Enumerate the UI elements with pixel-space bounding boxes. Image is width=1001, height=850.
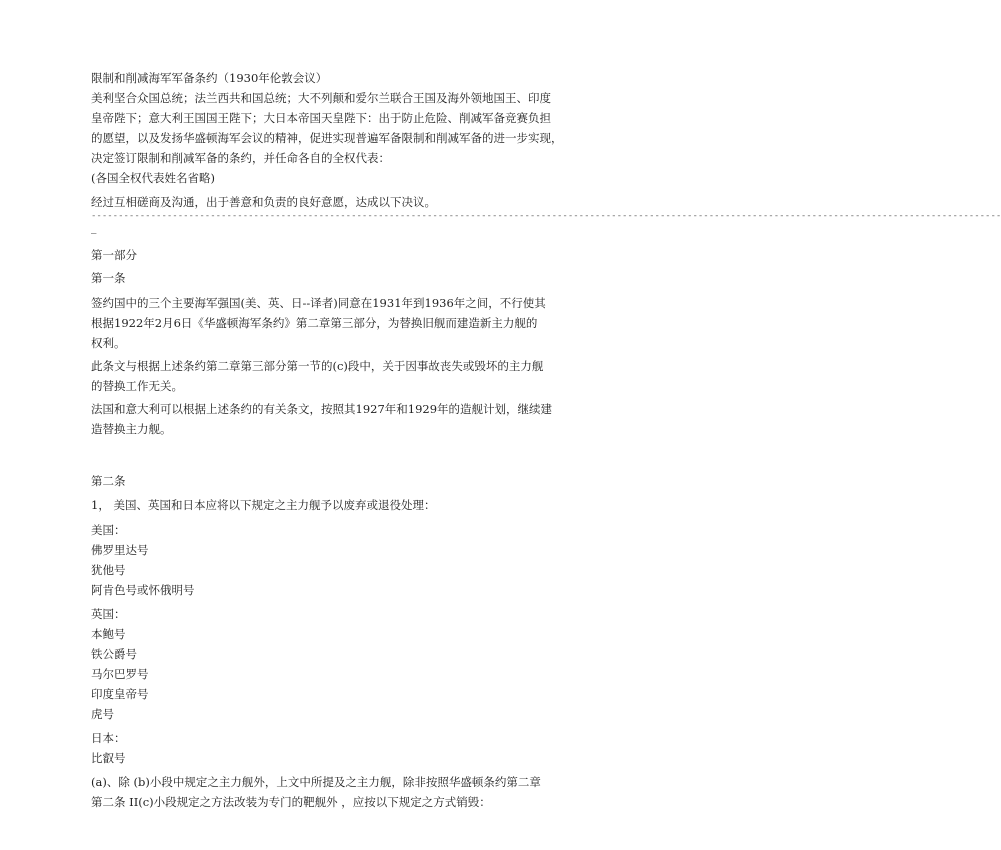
- article1-p1-line-1: 签约国中的三个主要海军强国(美、英、日--译者)同意在1931年到1936年之间，不行使其: [91, 296, 546, 310]
- uk-label: 英国：: [91, 607, 126, 621]
- article1-p3-line-2: 造替换主力舰。: [91, 422, 172, 436]
- separator-line: ------------------------------------------------------------------------------------------------------------------------------------------------------------------------: [91, 211, 1001, 221]
- uk-ship-1: 本鲍号: [91, 627, 126, 641]
- japan-label: 日本：: [91, 731, 126, 745]
- article1-p1-line-3: 权利。: [91, 336, 126, 350]
- clause-a-line-1: (a)、除 (b)小段中规定之主力舰外，上文中所提及之主力舰，除非按照华盛顿条约第二章: [91, 775, 541, 789]
- part1-heading: 第一部分: [91, 248, 137, 262]
- omitted-note: (各国全权代表姓名省略): [91, 171, 215, 185]
- uk-ship-4: 印度皇帝号: [91, 687, 149, 701]
- separator-tail: –: [91, 229, 97, 239]
- article1-p1-line-2: 根据1922年2月6日《华盛顿海军条约》第二章第三部分，为替换旧舰而建造新主力舰的: [91, 316, 538, 330]
- article1-p3-line-1: 法国和意大利可以根据上述条约的有关条文，按照其1927年和1929年的造舰计划，继续建: [91, 402, 553, 416]
- article2-clause-1: 1， 美国、英国和日本应将以下规定之主力舰予以废弃或退役处理：: [91, 498, 436, 512]
- usa-ship-1: 佛罗里达号: [91, 543, 149, 557]
- preamble-line-2: 皇帝陛下；意大利王国国王陛下；大日本帝国天皇陛下：出于防止危险、削减军备竞赛负担: [91, 111, 551, 125]
- article1-heading: 第一条: [91, 271, 126, 285]
- usa-ship-2: 犹他号: [91, 563, 126, 577]
- resolution-paragraph: 经过互相磋商及沟通，出于善意和负责的良好意愿，达成以下决议。: [91, 195, 436, 209]
- preamble-line-3: 的愿望，以及发扬华盛顿海军会议的精神，促进实现普遍军备限制和削减军备的进一步实现，: [91, 131, 563, 145]
- preamble-line-4: 决定签订限制和削减军备的条约，并任命各自的全权代表：: [91, 151, 390, 165]
- document-title: 限制和削减海军军备条约（1930年伦敦会议）: [91, 71, 328, 85]
- japan-ship-1: 比叡号: [91, 751, 126, 765]
- article1-p2-line-2: 的替换工作无关。: [91, 379, 183, 393]
- uk-ship-5: 虎号: [91, 707, 114, 721]
- usa-ship-3: 阿肯色号或怀俄明号: [91, 583, 195, 597]
- preamble-line-1: 美利坚合众国总统；法兰西共和国总统；大不列颠和爱尔兰联合王国及海外领地国王、印度: [91, 91, 551, 105]
- article2-heading: 第二条: [91, 474, 126, 488]
- uk-ship-2: 铁公爵号: [91, 647, 137, 661]
- article1-p2-line-1: 此条文与根据上述条约第二章第三部分第一节的(c)段中，关于因事故丧失或毁坏的主力舰: [91, 359, 544, 373]
- uk-ship-3: 马尔巴罗号: [91, 667, 149, 681]
- clause-a-line-2: 第二条 II(c)小段规定之方法改装为专门的靶舰外 ，应按以下规定之方式销毁：: [91, 795, 491, 809]
- usa-label: 美国：: [91, 523, 126, 537]
